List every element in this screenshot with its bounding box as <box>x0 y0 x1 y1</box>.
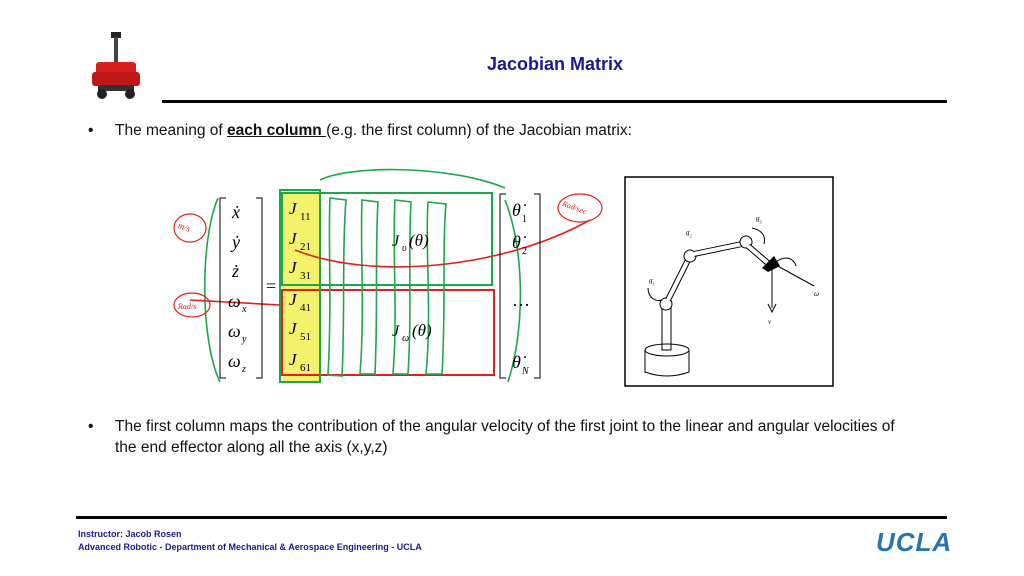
lhs-sub-4: y <box>242 334 247 345</box>
jw-arg: (θ) <box>412 321 432 340</box>
annotation-left-mid: Rad/s <box>178 302 197 311</box>
jac-5: J <box>289 350 297 369</box>
rhs-sub-1: 2 <box>522 246 527 257</box>
lhs-0: ẋ <box>232 202 240 222</box>
footer-instructor: Instructor: Jacob Rosen <box>78 529 182 539</box>
jac-sub-0: 11 <box>300 211 311 223</box>
lhs-1: ẏ <box>232 232 240 252</box>
lhs-2: ż <box>232 261 240 281</box>
jv-sub: υ <box>402 243 407 254</box>
rhs-sub-3: N <box>522 366 529 377</box>
rhs-3: θ̇ <box>512 352 521 372</box>
jac-0: J <box>289 199 297 218</box>
theta1-label: θ̇₁ <box>649 278 655 286</box>
ucla-logo: UCLA <box>876 527 953 557</box>
footer <box>78 528 422 554</box>
omega-label: ω <box>814 290 819 298</box>
bullet-2-text: The first column maps the contribution of the angular velocity of the first joint to the linear and angular velocities of the end effector along all the axis (x,y,z) <box>115 418 895 456</box>
title-divider <box>162 100 947 103</box>
jv-symbol: J <box>392 233 400 250</box>
rhs-2: … <box>512 290 530 310</box>
footer-course: Advanced Robotic - Department of Mechanical & Aerospace Engineering - UCLA <box>78 542 422 552</box>
jac-4: J <box>289 319 297 338</box>
rhs-1: θ̇ <box>512 232 521 252</box>
annotation-right-top: Rad/sec <box>561 199 588 217</box>
bullet-1-text: The meaning of each column (e.g. the first column) of the Jacobian matrix: <box>115 122 632 139</box>
bullet-mark: • <box>88 122 94 139</box>
jacobian-equation <box>170 160 610 390</box>
jac-2: J <box>289 258 297 277</box>
jac-3: J <box>289 290 297 309</box>
jv-arg: (θ) <box>409 231 429 250</box>
theta3-label: θ̇₃ <box>756 216 762 224</box>
equals-sign: = <box>266 276 277 296</box>
bullet-mark: • <box>88 418 94 435</box>
jw-sub: ω <box>402 333 410 344</box>
rhs-0: θ̇ <box>512 200 521 220</box>
jac-sub-3: 41 <box>300 302 311 314</box>
lhs-sub-3: x <box>242 304 247 315</box>
jac-sub-4: 51 <box>300 331 311 343</box>
rhs-sub-0: 1 <box>522 214 527 225</box>
theta2-label: θ̇₂ <box>686 230 692 238</box>
jac-sub-5: 61 <box>300 362 311 374</box>
robot-logo <box>84 28 146 102</box>
footer-divider <box>76 516 947 519</box>
lhs-5: ω <box>228 351 241 371</box>
jac-1: J <box>289 229 297 248</box>
jac-sub-1: 21 <box>300 241 311 253</box>
lhs-sub-5: z <box>242 364 246 375</box>
emphasis-each-column: each column <box>227 122 327 139</box>
annotation-left-top: m/s <box>176 220 192 234</box>
jac-sub-2: 31 <box>300 270 311 282</box>
lhs-3: ω <box>228 291 241 311</box>
jw-symbol: J <box>392 323 400 340</box>
lhs-4: ω <box>228 321 241 341</box>
page-title: Jacobian Matrix <box>486 54 624 74</box>
robot-arm-figure <box>624 176 836 388</box>
v-label: v <box>768 318 772 326</box>
